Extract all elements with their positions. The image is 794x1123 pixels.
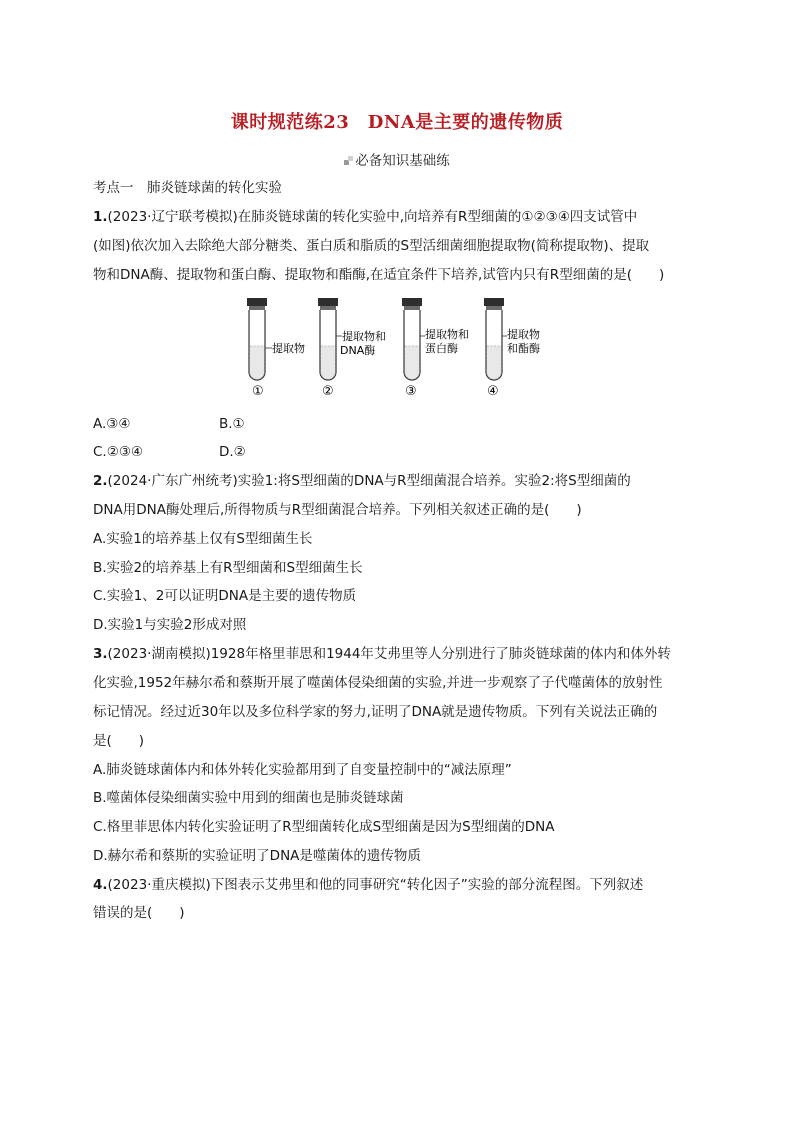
test-tube-figure: [232, 296, 562, 404]
q4-line-2: 错误的是( ): [93, 905, 185, 921]
tube-3-number: ③: [405, 384, 417, 399]
q3-text-1: (2023·湖南模拟)1928年格里菲思和1944年艾弗里等人分别进行了肺炎链球菌的体内和体外转: [107, 646, 671, 662]
q1-line-3: 物和DNA酶、提取物和蛋白酶、提取物和酯酶,在适宜条件下培养,试管内只有R型细菌的是( ): [93, 267, 665, 283]
q4-line-1: [93, 877, 643, 893]
q3-line-4: 是( ): [93, 733, 145, 749]
section-header: [0, 149, 794, 169]
q4-text-1: (2023·重庆模拟)下图表示艾弗里和他的同事研究“转化因子”实验的部分流程图。下列叙述: [107, 877, 644, 893]
q3-option-c[interactable]: C.格里菲思体内转化实验证明了R型细菌转化成S型细菌是因为S型细菌的DNA: [93, 819, 555, 835]
tube-2-number: ②: [322, 384, 334, 399]
q1-line-1: [93, 209, 637, 225]
page-title: 课时规范练23 DNA是主要的遗传物质: [230, 112, 564, 133]
tube-2-label-2: DNA酶: [340, 344, 376, 357]
tube-4-label-1: 提取物: [507, 328, 540, 341]
test-tube-4: [484, 298, 540, 399]
q1-text-1: (2023·辽宁联考模拟)在肺炎链球菌的转化实验中,向培养有R型细菌的①②③④四支试管中: [107, 209, 638, 225]
q1-option-a[interactable]: A.③④: [93, 416, 131, 432]
q3-line-3: 标记情况。经过近30年以及多位科学家的努力,证明了DNA就是遗传物质。下列有关说法正确的: [93, 704, 658, 720]
section-header-text: 必备知识基础练: [355, 153, 450, 169]
q2-text-1: (2024·广东广州统考)实验1:将S型细菌的DNA与R型细菌混合培养。实验2:将S型细菌的: [107, 473, 631, 489]
q2-line-2: DNA用DNA酶处理后,所得物质与R型细菌混合培养。下列相关叙述正确的是( ): [93, 502, 582, 518]
q1-number: 1.: [93, 209, 108, 225]
test-tube-3: [402, 298, 469, 399]
q4-number: 4.: [93, 877, 108, 893]
q1-option-c[interactable]: C.②③④: [93, 444, 144, 460]
test-tube-1: [247, 298, 305, 399]
tube-3-label-2: 蛋白酶: [425, 342, 458, 355]
q2-option-d[interactable]: D.实验1与实验2形成对照: [93, 617, 247, 633]
q2-option-b[interactable]: B.实验2的培养基上有R型细菌和S型细菌生长: [93, 560, 363, 576]
q1-option-d[interactable]: D.②: [219, 444, 246, 460]
q3-option-d[interactable]: D.赫尔希和蔡斯的实验证明了DNA是噬菌体的遗传物质: [93, 848, 421, 864]
tube-1-label: 提取物: [272, 342, 305, 355]
q1-line-2: (如图)依次加入去除绝大部分糖类、蛋白质和脂质的S型活细菌细胞提取物(简称提取物)、提取: [93, 238, 650, 254]
test-tube-2: [318, 298, 386, 399]
q3-line-1: [93, 646, 671, 662]
q3-option-b[interactable]: B.噬菌体侵染细菌实验中用到的细菌也是肺炎链球菌: [93, 790, 404, 806]
q3-number: 3.: [93, 646, 108, 662]
tube-4-number: ④: [487, 384, 499, 399]
q1-option-b[interactable]: B.①: [219, 416, 245, 432]
section-marker-icon: [344, 156, 354, 166]
q2-option-c[interactable]: C.实验1、2可以证明DNA是主要的遗传物质: [93, 588, 357, 604]
q2-line-1: [93, 473, 631, 489]
q3-line-2: 化实验,1952年赫尔希和蔡斯开展了噬菌体侵染细菌的实验,并进一步观察了子代噬菌体的放射性: [93, 675, 663, 691]
q3-option-a[interactable]: A.肺炎链球菌体内和体外转化实验都用到了自变量控制中的“减法原理”: [93, 762, 512, 778]
q2-number: 2.: [93, 473, 108, 489]
tube-2-label-1: 提取物和: [342, 330, 386, 343]
tube-4-label-2: 和酯酶: [507, 342, 540, 355]
tube-3-label-1: 提取物和: [425, 328, 469, 341]
tube-1-number: ①: [252, 384, 264, 399]
q2-option-a[interactable]: A.实验1的培养基上仅有S型细菌生长: [93, 531, 313, 547]
topic-heading: 考点一 肺炎链球菌的转化实验: [93, 180, 282, 196]
